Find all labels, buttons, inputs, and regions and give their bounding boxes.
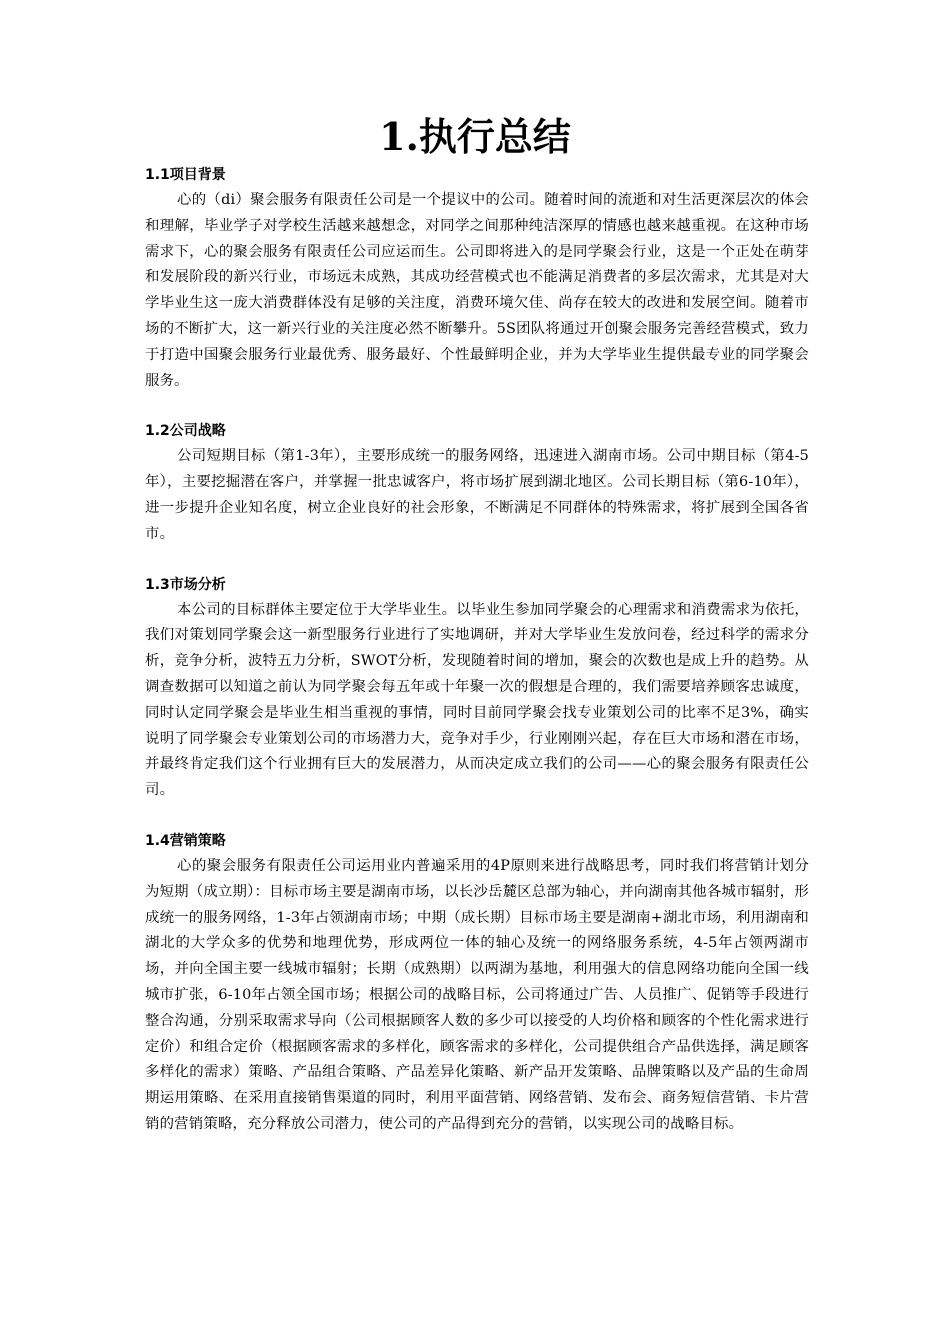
section-heading: 1.3市场分析 (145, 576, 226, 593)
document-content (145, 162, 809, 1162)
section-heading: 1.2公司战略 (145, 423, 226, 440)
section-paragraph: 本公司的目标群体主要定位于大学毕业生。以毕业生参加同学聚会的心理需求和消费需求为依托，我们对策划同学聚会这一新型服务行业进行了实地调研，并对大学毕业生发放问卷，经过科学的需求分析，竞争分析，波特五力分析，SWOT分析，发现随着时间的增加，聚会的次数也是成上升的趋势。从调查数据可以知道之前认为同学聚会每五年或十年聚一次的假想是合理的，我们需要培养顾客忠诚度，同时认定同学聚会是毕业生相当重视的事情，同时目前同学聚会找专业策划公司的比率不足3%，确实说明了同学聚会专业策划公司的市场潜力大，竞争对手少，行业刚刚兴起，存在巨大市场和潜在市场，并最终肯定我们这个行业拥有巨大的发展潜力，从而决定成立我们的公司——心的聚会服务有限责任公司。 (145, 601, 809, 799)
section-project-background (145, 162, 809, 394)
section-market-analysis (145, 572, 809, 804)
section-heading: 1.4营销策略 (145, 832, 226, 849)
section-company-strategy (145, 418, 809, 547)
section-paragraph: 心的（di）聚会服务有限责任公司是一个提议中的公司。随着时间的流逝和对生活更深层次的体会和理解，毕业学子对学校生活越来越想念，对同学之间那种纯洁深厚的情感也越来越重视。在这种市场需求下，心的聚会服务有限责任公司应运而生。公司即将进入的是同学聚会行业，这是一个正处在萌芽和发展阶段的新兴行业，市场远未成熟，其成功经营模式也不能满足消费者的多层次需求，尤其是对大学毕业生这一庞大消费群体没有足够的关注度，消费环境欠佳、尚存在较大的改进和发展空间。随着市场的不断扩大，这一新兴行业的关注度必然不断攀升。5S团队将通过开创聚会服务完善经营模式，致力于打造中国聚会服务行业最优秀、服务最好、个性最鲜明企业，并为大学毕业生提供最专业的同学聚会服务。 (145, 192, 809, 389)
section-marketing-strategy (145, 828, 809, 1138)
document-title: 1.执行总结 (379, 114, 571, 159)
section-paragraph: 公司短期目标（第1-3年），主要形成统一的服务网络，迅速进入湖南市场。公司中期目标（第4-5年），主要挖掘潜在客户，并掌握一批忠诚客户，将市场扩展到湖北地区。公司长期目标（第6-10年），进一步提升企业知名度，树立企业良好的社会形象，不断满足不同群体的特殊需求，将扩展到全国各省市。 (145, 448, 809, 542)
section-heading: 1.1项目背景 (145, 167, 226, 183)
section-paragraph: 心的聚会服务有限责任公司运用业内普遍采用的4P原则来进行战略思考，同时我们将营销计划分为短期（成立期）：目标市场主要是湖南市场，以长沙岳麓区总部为轴心，并向湖南其他各城市辐射，形成统一的服务网络，1-3年占领湖南市场；中期（成长期）目标市场主要是湖南+湖北市场，利用湖南和湖北的大学众多的优势和地理优势，形成两位一体的轴心及统一的网络服务系统，4-5年占领两湖市场，并向全国主要一线城市辐射；长期（成熟期）以两湖为基地，利用强大的信息网络功能向全国一线城市扩张，6-10年占领全国市场；根据公司的战略目标，公司将通过广告、人员推广、促销等手段进行整合沟通，分别采取需求导向（公司根据顾客人数的多少可以接受的人均价格和顾客的个性化需求进行定价）和组合定价（根据顾客需求的多样化，顾客需求的多样化，公司提供组合产品供选择，满足顾客多样化的需求）策略、产品组合策略、产品差异化策略、新产品开发策略、品牌策略以及产品的生命周期运用策略、在采用直接销售渠道的同时，利用平面营销、网络营销、发布会、商务短信营销、卡片营销的营销策略，充分释放公司潜力，使公司的产品得到充分的营销，以实现公司的战略目标。 (145, 857, 809, 1132)
